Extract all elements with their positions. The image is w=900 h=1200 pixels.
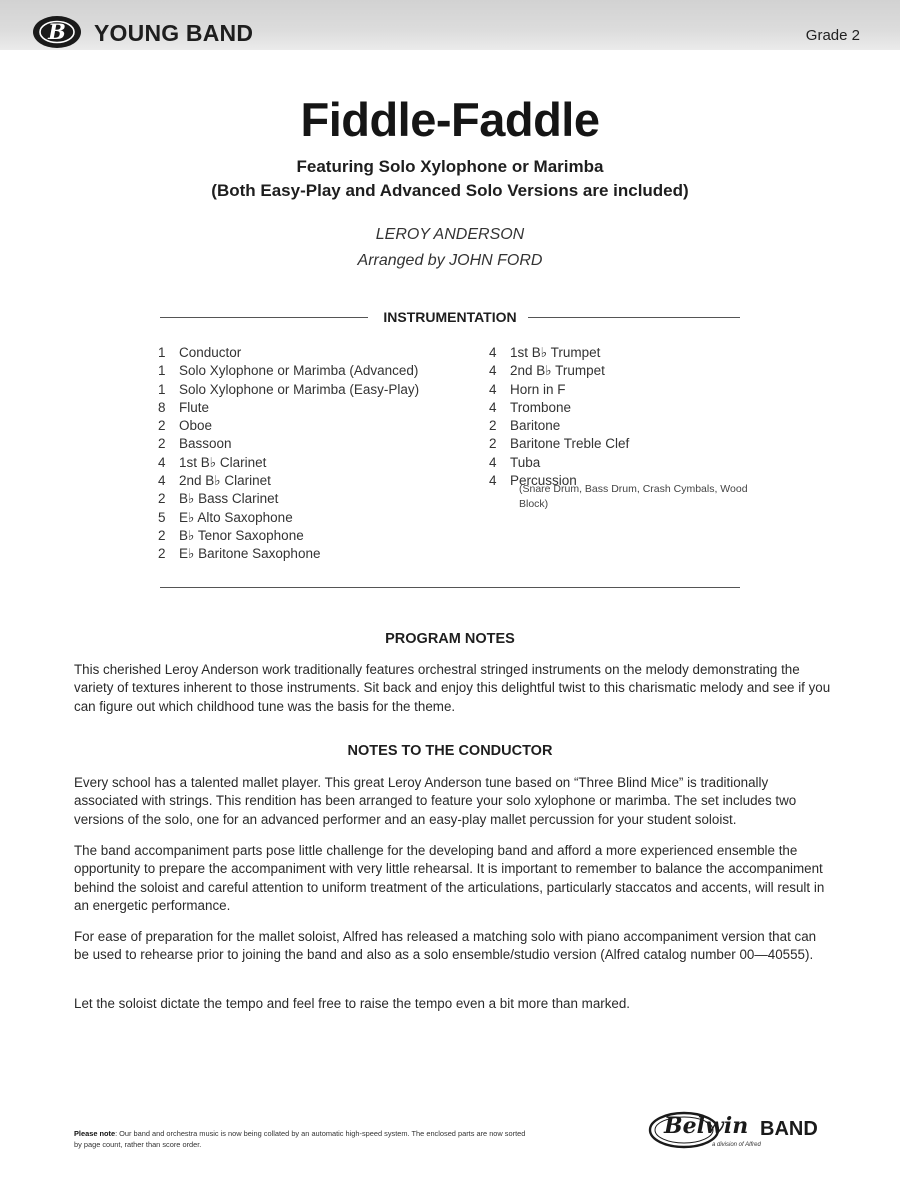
instrument-item — [489, 363, 629, 381]
instrument-item — [158, 418, 419, 436]
conductor-paragraph-3: For ease of preparation for the mallet soloist, Alfred has released a matching solo with piano accompaniment version that can be used to rehearse prior to joining the band and also as a solo ensemble/studio version (Alfred catalog number 00—40555). — [74, 929, 817, 963]
instrument-name: 1st B♭ Clarinet — [179, 454, 267, 470]
instrumentation-heading-label: INSTRUMENTATION — [383, 309, 517, 325]
instrument-item — [158, 473, 419, 491]
instrument-quantity: 4 — [489, 454, 497, 470]
instrument-item — [158, 382, 419, 400]
instrument-quantity: 2 — [158, 436, 166, 452]
instrument-quantity: 1 — [158, 345, 166, 360]
instrument-item — [489, 345, 629, 363]
instrument-name: Oboe — [179, 418, 213, 434]
instrument-name: 1st B♭ Trumpet — [510, 345, 601, 360]
instrument-name: Horn in F — [510, 381, 566, 397]
instrument-quantity: 5 — [158, 509, 166, 525]
instrument-name: Tuba — [510, 454, 541, 470]
instrument-name: B♭ Bass Clarinet — [179, 491, 279, 507]
instrument-quantity: 4 — [489, 399, 497, 415]
instrument-quantity: 1 — [158, 381, 166, 397]
instrument-quantity: 4 — [489, 381, 497, 397]
footnote-text: : Our band and orchestra music is now being collated by an automatic high-speed system. The enclosed parts are now sorted by page count, rather than score order. — [74, 1129, 526, 1149]
instrumentation-list-right — [489, 345, 748, 511]
instrument-name: Trombone — [510, 399, 572, 415]
header-brand: YOUNG BAND — [94, 20, 254, 46]
instrument-quantity: 4 — [489, 473, 497, 489]
instrument-quantity: 4 — [489, 363, 497, 379]
arranger: Arranged by JOHN FORD — [357, 252, 543, 269]
instrument-item — [158, 436, 419, 454]
instrument-quantity: 8 — [158, 399, 166, 415]
header-logo-letter: B — [48, 19, 66, 44]
footer-logo-division: a division of Alfred — [712, 1142, 761, 1148]
instrument-item — [489, 418, 629, 436]
instrument-quantity: 4 — [158, 454, 166, 470]
instrumentation-bottom-rule — [160, 587, 740, 588]
conductor-notes-heading: NOTES TO THE CONDUCTOR — [347, 743, 553, 759]
instrument-name: E♭ Baritone Saxophone — [179, 546, 321, 562]
instrument-name: E♭ Alto Saxophone — [179, 509, 293, 525]
instrument-item — [489, 400, 629, 418]
instrument-name: Percussion — [510, 473, 577, 489]
instrument-item — [158, 510, 419, 528]
instrument-quantity: 2 — [158, 418, 166, 434]
instrument-item — [158, 528, 419, 546]
composer: LEROY ANDERSON — [375, 226, 525, 243]
instrument-item — [158, 546, 419, 564]
instrument-name: 2nd B♭ Clarinet — [179, 473, 271, 489]
instrument-item — [158, 400, 419, 418]
conductor-paragraph-2: The band accompaniment parts pose little challenge for the developing band and afford a more experienced ensemble the opportunity to prepare the accompaniment with very little rehearsal. It is important to remember to balance the accompaniment behind the soloist and careful attention to uniform treatment of the articulations, particularly staccatos and accents, will result in an energetic performance. — [74, 843, 825, 913]
instrument-name: 2nd B♭ Trumpet — [510, 363, 605, 379]
instrument-quantity: 1 — [158, 363, 166, 379]
instrument-item — [489, 436, 629, 454]
subtitle-versions: (Both Easy-Play and Advanced Solo Versions are included) — [211, 181, 689, 200]
instrument-name: Conductor — [179, 345, 242, 360]
subtitle-featuring: Featuring Solo Xylophone or Marimba — [296, 157, 604, 176]
instrument-item — [158, 491, 419, 509]
instrument-name: Solo Xylophone or Marimba (Easy-Play) — [179, 381, 420, 397]
instrument-quantity: 2 — [489, 436, 497, 452]
instrument-item — [158, 455, 419, 473]
instrument-name: Baritone — [510, 418, 561, 434]
belwin-b-logo-icon — [30, 12, 86, 52]
instrument-quantity: 2 — [489, 418, 497, 434]
heading-rule-right — [528, 317, 740, 318]
collation-footnote — [74, 1128, 534, 1150]
instrument-quantity: 2 — [158, 527, 166, 543]
instrument-item — [489, 455, 629, 473]
percussion-note: (Snare Drum, Bass Drum, Crash Cymbals, Wood Block) — [519, 483, 748, 511]
grade-label: Grade 2 — [805, 27, 860, 44]
instrument-item — [158, 363, 419, 381]
instrument-quantity: 2 — [158, 546, 166, 562]
conductor-paragraph-4: Let the soloist dictate the tempo and feel free to raise the tempo even a bit more than marked. — [74, 996, 631, 1011]
footnote-label: Please note — [74, 1129, 116, 1138]
instrument-name: Bassoon — [179, 436, 232, 452]
instrument-quantity: 2 — [158, 491, 166, 507]
instrument-name: Flute — [179, 399, 210, 415]
page-title: Fiddle-Faddle — [300, 93, 600, 146]
instrument-name: Baritone Treble Clef — [510, 436, 630, 452]
instrument-name: B♭ Tenor Saxophone — [179, 527, 304, 543]
instrument-item — [489, 382, 629, 400]
instrument-item — [489, 473, 748, 511]
program-notes-heading: PROGRAM NOTES — [385, 631, 515, 647]
conductor-paragraph-1: Every school has a talented mallet player. This great Leroy Anderson tune based on “Three Blind Mice” is traditionally associated with strings. This rendition has been arranged to feature your solo xylophone or marimba. The set includes two versions of the solo, one for an advanced performer and an easy-play mallet percussion for your student soloist. — [74, 775, 797, 827]
instrumentation-heading — [160, 309, 740, 327]
instrument-quantity: 4 — [489, 345, 497, 360]
instrument-quantity: 4 — [158, 473, 166, 489]
instrument-item — [158, 345, 419, 363]
program-notes-text: This cherished Leroy Anderson work traditionally features orchestral stringed instruments on the melody demonstrating the variety of textures inherent to those instruments. Sit back and enjoy this delightful twist to this charismatic melody and see if you can figure out which childhood tune was the basis for the theme. — [74, 662, 831, 714]
footer-logo-band: BAND — [760, 1118, 818, 1140]
instrumentation-list-left — [158, 345, 419, 565]
instrument-name: Solo Xylophone or Marimba (Advanced) — [179, 363, 419, 379]
footer-logo-script: Belwin — [664, 1113, 749, 1139]
